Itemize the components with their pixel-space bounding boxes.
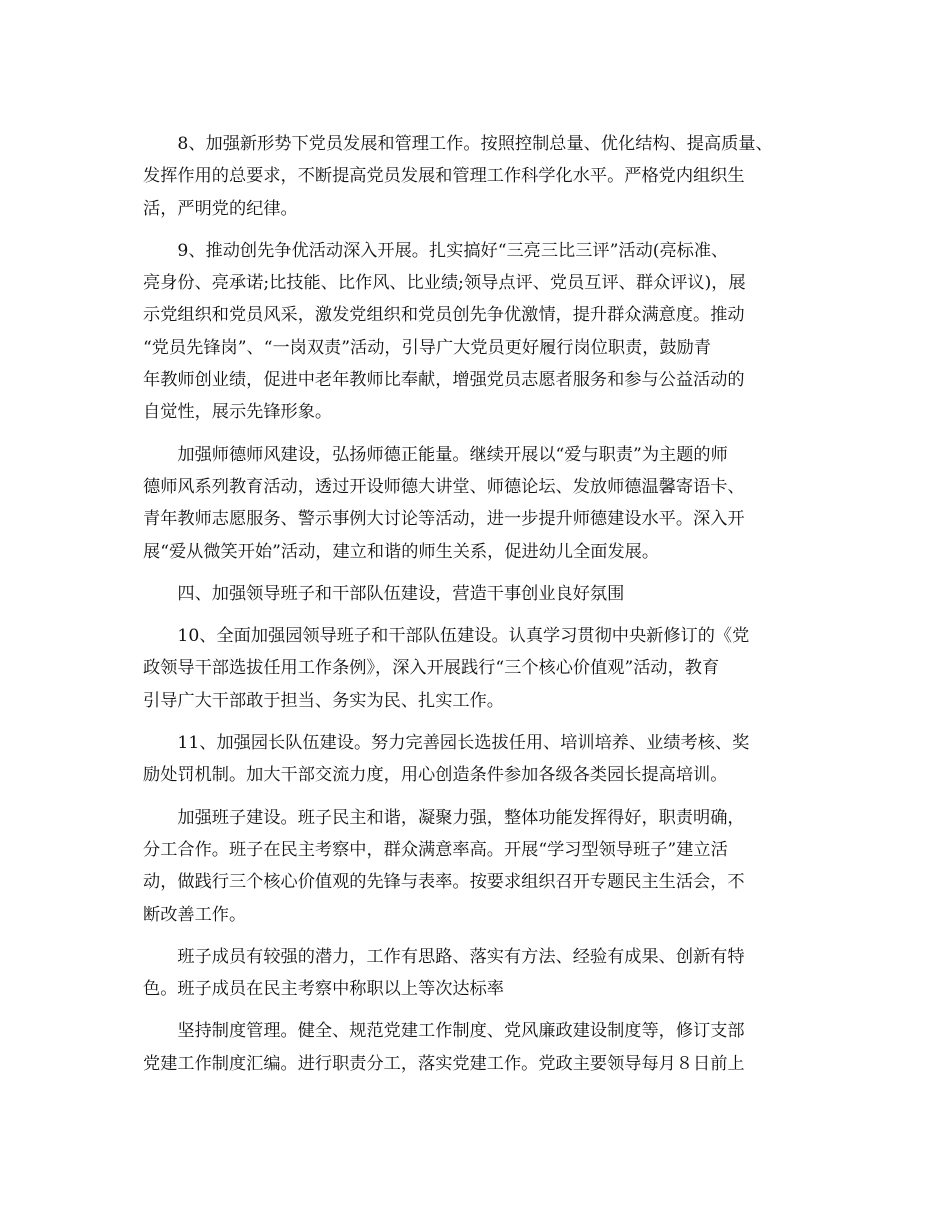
paragraph-9 (143, 235, 815, 429)
text-line: 发挥作用的总要求，不断提高党员发展和管理工作科学化水平。严格党内组织生 (143, 166, 745, 187)
text-line: 青年教师志愿服务、警示事例大讨论等活动，进一步提升师德建设水平。深入开 (143, 509, 745, 530)
paragraph-teacher-ethics (143, 439, 815, 568)
paragraph-11 (143, 727, 815, 792)
text-line: 党建工作制度汇编。进行职责分工，落实党建工作。党政主要领导每月８日前上 (143, 1053, 745, 1074)
text-line: 自觉性，展示先锋形象。 (143, 402, 333, 423)
text-line: 11、加强园长队伍建设。努力完善园长选拔任用、培训培养、业绩考核、奖 (177, 733, 750, 754)
section-heading-4 (143, 578, 815, 610)
text-line: 亮身份、亮承诺;比技能、比作风、比业绩;领导点评、党员互评、群众评议)，展 (143, 273, 746, 294)
text-line: 活，严明党的纪律。 (143, 198, 298, 219)
text-line: 色。班子成员在民主考察中称职以上等次达标率 (143, 979, 504, 1000)
text-line: 动，做践行三个核心价值观的先锋与表率。按要求组织召开专题民主生活会，不 (143, 872, 745, 893)
text-line: 加强师德师风建设，弘扬师德正能量。继续开展以“爱与职责”为主题的师 (177, 444, 728, 465)
text-line: 班子成员有较强的潜力，工作有思路、落实有方法、经验有成果、创新有特 (177, 946, 745, 967)
text-line: 励处罚机制。加大干部交流力度，用心创造条件参加各级各类园长提高培训。 (143, 765, 728, 786)
text-line: “党员先锋岗”、“一岗双责”活动，引导广大党员更好履行岗位职责，鼓励青 (143, 337, 711, 358)
text-line: 8、加强新形势下党员发展和管理工作。按照控制总量、优化结构、提高质量、 (177, 134, 773, 154)
text-line: 分工合作。班子在民主考察中，群众满意率高。开展“学习型领导班子”建立活 (143, 839, 728, 860)
text-line: 展“爱从微笑开始”活动，建立和谐的师生关系，促进幼儿全面发展。 (143, 541, 660, 562)
paragraph-8 (143, 128, 815, 225)
text-line: 政领导干部选拔任用工作条例》，深入开展践行“三个核心价值观”活动，教育 (143, 658, 720, 679)
paragraph-10 (143, 620, 815, 717)
paragraph-team-building (143, 802, 815, 931)
text-line: 坚持制度管理。健全、规范党建工作制度、党风廉政建设制度等，修订支部 (177, 1021, 745, 1042)
text-line: 引导广大干部敢于担当、务实为民、扎实工作。 (143, 690, 504, 711)
text-line: 年教师创业绩，促进中老年教师比奉献，增强党员志愿者服务和参与公益活动的 (143, 370, 745, 391)
text-line: 四、加强领导班子和干部队伍建设，营造干事创业良好氛围 (177, 583, 625, 604)
paragraph-team-members (143, 941, 815, 1006)
document-body (143, 128, 815, 1090)
paragraph-system-management (143, 1015, 815, 1080)
text-line: 9、推动创先争优活动深入开展。扎实搞好“三亮三比三评”活动(亮标准、 (177, 240, 729, 261)
text-line: 10、全面加强园领导班子和干部队伍建设。认真学习贯彻中央新修订的《党 (177, 626, 750, 647)
text-line: 断改善工作。 (143, 904, 247, 925)
text-line: 加强班子建设。班子民主和谐，凝聚力强，整体功能发挥得好，职责明确， (177, 807, 745, 828)
text-line: 德师风系列教育活动，透过开设师德大讲堂、师德论坛、发放师德温馨寄语卡、 (143, 476, 745, 497)
text-line: 示党组织和党员风采，激发党组织和党员创先争优激情，提升群众满意度。推动 (143, 305, 745, 326)
